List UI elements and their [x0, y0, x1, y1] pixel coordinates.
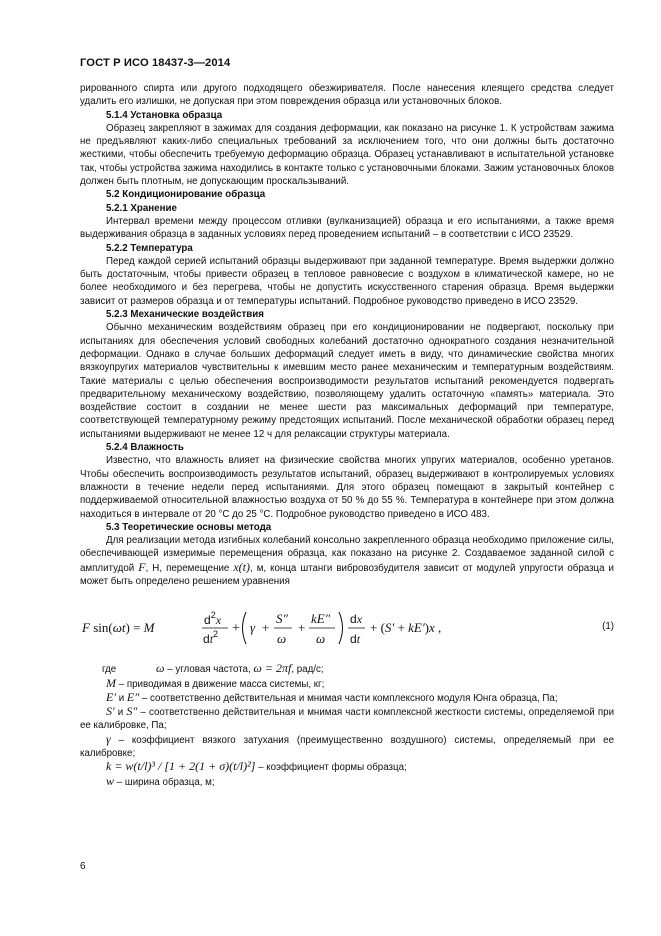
width-symbol: w — [106, 773, 115, 788]
svg-text:+: + — [298, 620, 306, 636]
paragraph-5-3-part-a: Для реализации метода изгибных колебаний консольно закрепленного образца необходимо приложение силы, обеспечивающей измеримые перемещения образца, как показано на рисунке 2. Создаваемое заданной силой с амплитудой — [80, 535, 614, 574]
svg-text:dt2: $dt^2$ — [203, 629, 219, 647]
definition-width — [80, 775, 614, 789]
svg-text:+: + — [262, 620, 270, 636]
svg-text:F sin(ωt) = M: F sin(ωt) = M — [82, 620, 155, 636]
svg-text:dx: dx — [350, 612, 363, 627]
definition-stiffness — [80, 705, 614, 733]
width-description: – ширина образца, м; — [116, 776, 215, 788]
omega-unit: , рад/с; — [291, 664, 324, 676]
paragraph-5-3-part-b: , Н, перемещение — [145, 562, 230, 574]
paragraph-5-3 — [80, 534, 614, 588]
modulus-description: – соответственно действительная и мнимая части комплексного модуля Юнга образца, Па; — [141, 692, 558, 704]
paragraph-5-2-1: Интервал времени между процессом отливки (вулканизацией) образца и его испытаниями, а также время выдерживания образца в заданных условиях перед проведением испытаний – в соответствии с ИСО 23529. — [80, 215, 614, 241]
displacement-symbol: x(t) — [233, 559, 250, 574]
heading-5-2-4: 5.2.4 Влажность — [106, 442, 184, 454]
stiffness-real-symbol: S′ — [106, 704, 115, 719]
modulus-and: и — [118, 692, 125, 704]
omega-formula: ω = 2πf — [253, 661, 292, 676]
gamma-description: – коэффициент вязкого затухания (преимущественно воздушного) системы, определяемый при ее калибровке; — [80, 734, 614, 760]
definition-mass — [80, 677, 614, 691]
svg-text:ω: ω — [316, 631, 326, 647]
mass-symbol: M — [106, 675, 116, 690]
paragraph-5-1-4: Образец закрепляют в зажимах для создания деформации, как показано на рисунке 1. К устройствам зажима не предъявляют каких-либо специальных требований за исключением того, что они должны быть достаточно жесткими, чтобы обеспечить требуемую деформацию образца. Образец устанавливают в испытательной установке так, чтобы устройства зажима находились в контакте только с установочными блоками. Зажим установочных блоков должен быть плотным, не допускающим проскальзываний. — [80, 122, 614, 188]
svg-text:+ (S′ + kE′)x ,: + (S′ + kE′)x , — [370, 620, 442, 636]
svg-text:ω: ω — [277, 631, 287, 647]
mass-description: – приводимая в движение масса системы, кг; — [118, 678, 325, 690]
svg-text:S″: S″ — [276, 611, 288, 627]
heading-5-2-1: 5.2.1 Хранение — [106, 202, 177, 214]
heading-5-2: 5.2 Кондиционирование образца — [106, 189, 266, 201]
equation-1 — [80, 594, 614, 660]
equation-1-graphic — [80, 594, 560, 660]
heading-5-2-2: 5.2.2 Температура — [106, 242, 193, 254]
omega-description: – угловая частота, — [167, 664, 251, 676]
gamma-symbol: γ — [106, 731, 111, 746]
paragraph-5-2-4: Известно, что влажность влияет на физические свойства многих упругих материалов, особенно уретанов. Чтобы обеспечить воспроизводимость результатов испытаний, образец выдерживают в контролируемых условиях влажности в течение недели перед испытаниями. Для этого образец помещают в закрытый контейнер с поддерживаемой относительной влажностью воздуха от 50 % до 55 %. Температура в контейнере при этом должна находиться в интервале от 20 °С до 25 °С. Подробное руководство приведено в ИСО 483. — [80, 455, 614, 520]
heading-5-1-4: 5.1.4 Установка образца — [106, 109, 223, 121]
svg-text:dt: dt — [350, 632, 361, 647]
svg-text:+: + — [232, 621, 240, 637]
svg-text:d2x: $d^2x$ — [204, 610, 222, 628]
equation-number: (1) — [602, 621, 614, 633]
paragraph-5-2-2: Перед каждой серией испытаний образцы выдерживают при заданной температуре. Время выдержки должно быть достаточным, чтобы привести образец в тепловое равновесие с воздухом в климатической камере, но не более необходимого и без перегрева, чтобы не допустить искусственного старения образца. Время выдержки зависит от размеров образца и от температуры испытаний. Подробное руководство приведено в ИСО 23529. — [80, 255, 614, 307]
where-label: где — [102, 664, 117, 676]
page-number: 6 — [80, 861, 86, 872]
standard-header: ГОСТ Р ИСО 18437-3—2014 — [80, 57, 231, 69]
main-content — [80, 82, 614, 789]
heading-5-2-3: 5.2.3 Механические воздействия — [106, 309, 264, 321]
paragraph-5-3-part-c: , м, конца штанги вибровозбудителя зависит от модулей упругости образца и может быть определено решением уравнения — [80, 562, 614, 587]
force-symbol: F — [138, 559, 146, 574]
shape-factor-formula: k = w(t/l)³ / [1 + 2(1 + σ)(t/l)²] — [106, 759, 256, 774]
definitions-list — [80, 662, 614, 789]
definition-modulus — [80, 691, 614, 705]
modulus-imag-symbol: E″ — [126, 689, 140, 704]
heading-5-3: 5.3 Теоретические основы метода — [106, 521, 272, 533]
shape-factor-description: – коэффициент формы образца; — [258, 762, 407, 774]
omega-symbol: ω — [156, 661, 165, 676]
svg-text:kE″: kE″ — [311, 611, 331, 627]
paragraph-continuation: рированного спирта или другого подходящего обезжиривателя. После нанесения клеящего средства следует удалить его излишки, не допуская при этом повреждения образца или установочных блоков. — [80, 83, 614, 108]
paragraph-5-2-3: Обычно механическим воздействиям образец при его кондиционировании не подвергают, поскольку при испытаниях для обеспечения условий свободных колебаний достаточно однократного создания незначительной деформации. Однако в случае больших деформаций следует иметь в виду, что динамические свойства многих вязкоупругих материалов чувствительны к имевшим место ранее механическим и температурным воздействиям. Такие материалы с целью обеспечения воспроизводимости результатов испытаний рекомендуется подвергать предварительному механическому воздействию, позволяющему удалить остаточную «память» материала. Это воздействие состоит в создании не менее шести раз максимальных деформаций при температуре, соответствующей температурному режиму предстоящих испытаний. После механической обработки образец перед испытаниями выдерживают не менее 12 ч для релаксации структуры материала. — [80, 322, 614, 440]
definition-shape-factor — [80, 760, 614, 774]
definition-omega — [80, 662, 614, 676]
stiffness-and: и — [117, 707, 124, 719]
stiffness-description: – соответственно действительная и мнимая части комплексной жесткости системы, определяемой при ее калибровке, Па; — [80, 707, 615, 732]
stiffness-imag-symbol: S″ — [126, 704, 138, 719]
definition-damping — [80, 733, 614, 761]
svg-text:γ: γ — [250, 620, 256, 636]
modulus-real-symbol: E′ — [106, 689, 116, 704]
